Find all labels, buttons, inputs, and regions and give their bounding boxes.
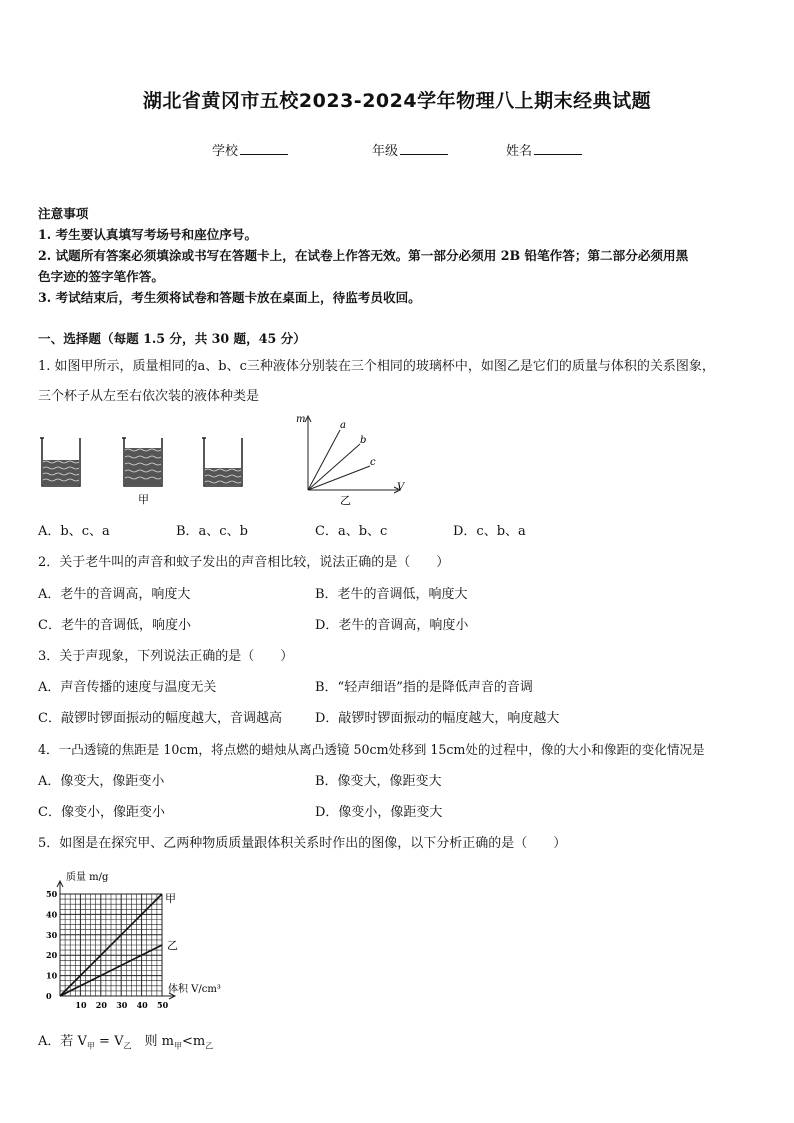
q5-series-jia-label: 甲 <box>165 892 176 905</box>
q1-stem-line1: 1. 如图甲所示，质量相同的a、b、c三种液体分别装在三个相同的玻璃杯中，如图乙是它们的质量与体积的关系图象， <box>38 359 715 374</box>
q5-a-mid2: 则 m <box>131 1034 174 1049</box>
q2-option-c[interactable]: C．老牛的音调低，响度小 <box>38 618 191 633</box>
q4-option-d[interactable]: D．像变小，像距变大 <box>315 805 443 820</box>
q5-y-axis-arrow <box>57 881 63 894</box>
q2-option-a[interactable]: A．老牛的音调高，响度大 <box>38 587 191 602</box>
q5-ytick-label: 50 <box>46 889 58 899</box>
q5-xtick-label: 30 <box>116 1000 128 1010</box>
notice-line-2a: 2. 试题所有答案必须填涂或书写在答题卡上，在试卷上作答无效。第一部分必须用 2B 铅笔作答；第二部分必须用黑 <box>38 248 689 263</box>
q3-option-d[interactable]: D．敲锣时锣面振动的幅度越大，响度越大 <box>315 711 560 726</box>
q4-stem: 4．一凸透镜的焦距是 10cm，将点燃的蜡烛从离凸透镜 50cm处移到 15cm处的过程中，像的大小和像距的变化情况是 <box>38 742 705 757</box>
axis-v-label: V <box>397 482 405 493</box>
q5-a-sub3: 甲 <box>173 1041 182 1051</box>
q1-option-b[interactable]: B．a、c、b <box>176 524 248 539</box>
q4-option-a[interactable]: A．像变大，像距变小 <box>38 774 165 789</box>
line-c <box>308 466 370 490</box>
q5-xtick-label: 20 <box>95 1000 107 1010</box>
q5-xtick-label: 50 <box>157 1000 169 1010</box>
q5-xtick-label: 40 <box>136 1000 148 1010</box>
q2-option-d[interactable]: D．老牛的音调高，响度小 <box>315 618 469 633</box>
school-field[interactable] <box>212 140 288 159</box>
q5-ytick-label: 0 <box>46 991 52 1001</box>
notice-line-2b: 色字迹的签字笔作答。 <box>38 269 164 284</box>
beaker-1 <box>40 438 80 486</box>
axis-m-label: m <box>296 414 306 425</box>
q4-option-b[interactable]: B．像变大，像距变大 <box>315 774 442 789</box>
page-title: 湖北省黄冈市五校2023-2024学年物理八上期末经典试题 <box>142 90 652 112</box>
q1-figure <box>30 408 420 512</box>
name-field[interactable] <box>506 140 582 159</box>
grade-field[interactable] <box>372 140 448 159</box>
q4-option-c[interactable]: C．像变小，像距变小 <box>38 805 165 820</box>
label-b: b <box>360 435 367 446</box>
notice-heading: 注意事项 <box>38 206 89 221</box>
q1-option-c[interactable]: C．a、b、c <box>315 524 388 539</box>
q5-a-mid: = V <box>94 1034 124 1049</box>
section-heading: 一、选择题（每题 1.5 分，共 30 题，45 分） <box>38 331 306 346</box>
grade-blank[interactable] <box>400 141 448 155</box>
notice-line-1: 1. 考生要认真填写考场号和座位序号。 <box>38 227 258 242</box>
q5-xtick-label: 10 <box>75 1000 87 1010</box>
q1-stem-line2: 三个杯子从左至右依次装的液体种类是 <box>38 389 260 404</box>
q5-ytick-label: 20 <box>46 950 58 961</box>
q2-stem: 2．关于老牛叫的声音和蚊子发出的声音相比较，说法正确的是（ ） <box>38 555 450 570</box>
mv-graph <box>296 414 406 507</box>
q1-option-a[interactable]: A．b、c、a <box>38 524 110 539</box>
q1-option-d[interactable]: D．c、b、a <box>453 524 526 539</box>
q5-a-pre: A．若 V <box>38 1034 87 1049</box>
q5-a-sub1: 甲 <box>86 1041 95 1051</box>
school-label: 学校 <box>212 144 239 159</box>
label-a: a <box>340 420 346 431</box>
q5-chart <box>36 864 236 1014</box>
q5-ytick-label: 40 <box>46 909 58 920</box>
q5-xlabel: 体积 V/cm³ <box>168 984 221 995</box>
q5-a-mid3: <m <box>181 1034 206 1049</box>
fig-label-yi: 乙 <box>340 494 351 507</box>
beaker-3 <box>202 438 242 486</box>
line-a <box>308 430 340 490</box>
label-c: c <box>370 457 376 468</box>
line-b <box>308 444 360 490</box>
q5-ytick-label: 30 <box>46 929 58 940</box>
q5-a-sub2: 乙 <box>123 1041 132 1051</box>
q5-ytick-label: 10 <box>46 970 58 981</box>
q5-a-sub4: 乙 <box>205 1041 214 1051</box>
q2-option-b[interactable]: B．老牛的音调低，响度大 <box>315 587 468 602</box>
q3-option-c[interactable]: C．敲锣时锣面振动的幅度越大，音调越高 <box>38 711 282 726</box>
fig-label-jia: 甲 <box>138 493 149 506</box>
q5-stem: 5．如图是在探究甲、乙两种物质质量跟体积关系时作出的图像，以下分析正确的是（ ） <box>38 836 567 851</box>
name-label: 姓名 <box>506 144 533 159</box>
notice-line-3: 3. 考试结束后，考生须将试卷和答题卡放在桌面上，待监考员收回。 <box>38 290 421 305</box>
q5-ylabel: 质量 m/g <box>66 872 109 883</box>
q5-option-a[interactable] <box>38 1030 213 1052</box>
school-blank[interactable] <box>240 141 288 155</box>
q5-series-yi-label: 乙 <box>167 939 178 952</box>
q3-stem: 3．关于声现象，下列说法正确的是（ ） <box>38 649 294 664</box>
grade-label: 年级 <box>372 144 399 159</box>
name-blank[interactable] <box>534 141 582 155</box>
q3-option-a[interactable]: A．声音传播的速度与温度无关 <box>38 680 217 695</box>
beaker-2 <box>122 438 162 486</box>
q3-option-b[interactable]: B．“轻声细语”指的是降低声音的音调 <box>315 680 533 695</box>
